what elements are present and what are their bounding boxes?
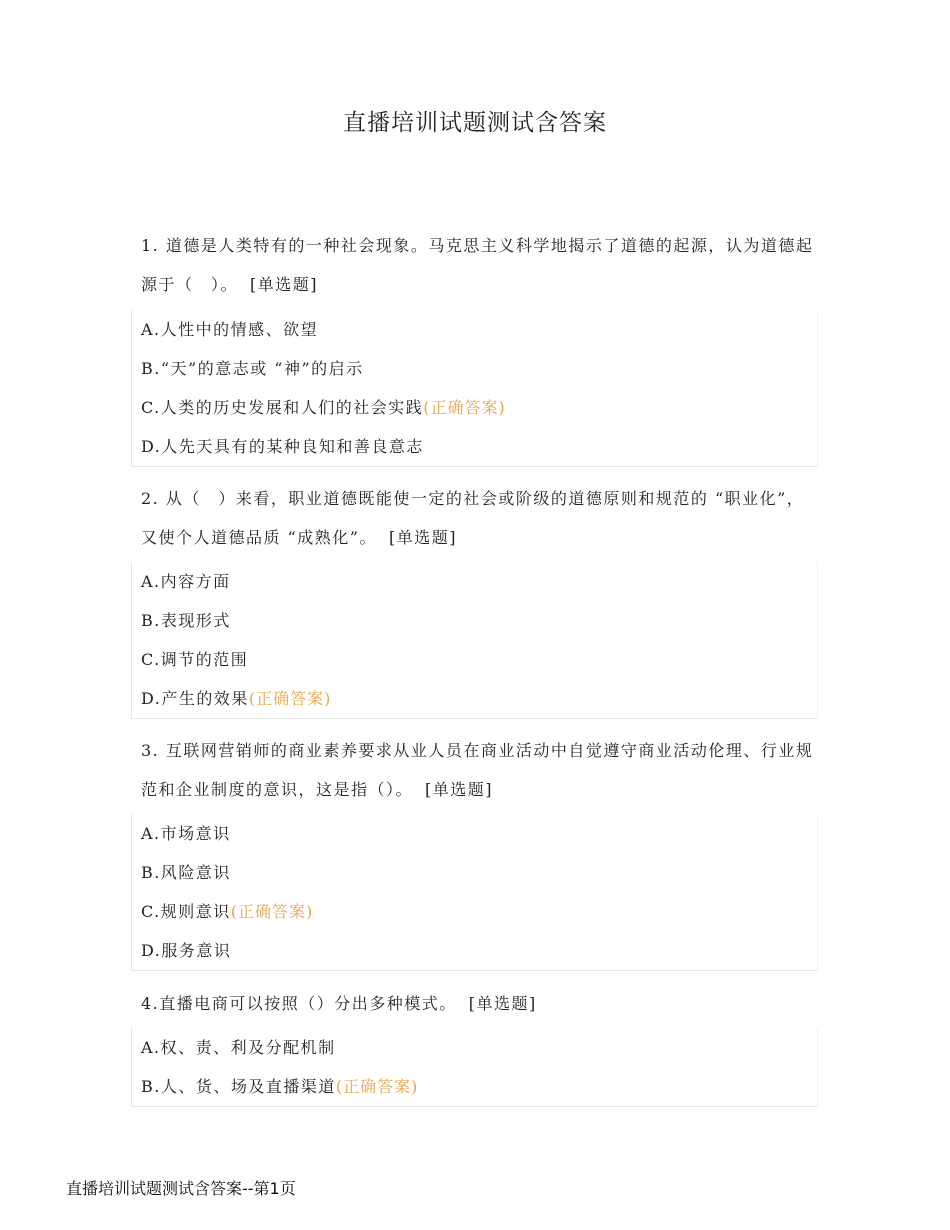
option-label: C.人类的历史发展和人们的社会实践 [141, 398, 424, 417]
question-1-text [141, 226, 821, 304]
option-label: D.产生的效果 [141, 689, 249, 708]
q3-option-d[interactable] [132, 931, 817, 970]
option-label: B.“天”的意志或 “神”的启示 [141, 359, 364, 378]
question-3-options [131, 814, 818, 971]
option-label: A.内容方面 [141, 572, 231, 591]
option-label: B.风险意识 [141, 863, 231, 882]
question-4-stem: 4.直播电商可以按照（）分出多种模式。 [141, 994, 457, 1013]
page-footer: 直播培训试题测试含答案--第1页 [66, 1179, 296, 1198]
option-label: D.人先天具有的某种良知和善良意志 [141, 437, 424, 456]
question-4-text [141, 984, 821, 1023]
question-1-options [131, 310, 818, 467]
option-label: D.服务意识 [141, 941, 232, 960]
q3-option-a[interactable] [132, 814, 817, 853]
q3-option-c[interactable] [132, 892, 817, 931]
q2-option-b[interactable] [132, 601, 817, 640]
q1-option-a[interactable] [132, 310, 817, 349]
correct-answer-mark: (正确答案) [230, 902, 314, 921]
q2-option-a[interactable] [132, 562, 817, 601]
option-label: A.市场意识 [141, 824, 231, 843]
question-2-options [131, 562, 818, 719]
question-3-text [141, 731, 821, 809]
correct-answer-mark: (正确答案) [248, 689, 332, 708]
option-label: A.权、责、利及分配机制 [141, 1038, 336, 1057]
option-label: C.调节的范围 [141, 650, 249, 669]
question-1-stem: 1. 道德是人类特有的一种社会现象。马克思主义科学地揭示了道德的起源，认为道德起源于（ ）。 [141, 236, 814, 294]
question-4-type: [单选题] [468, 994, 537, 1013]
option-label: B.表现形式 [141, 611, 231, 630]
question-3-stem: 3. 互联网营销师的商业素养要求从业人员在商业活动中自觉遵守商业活动伦理、行业规范和企业制度的意识，这是指（）。 [141, 741, 814, 799]
q4-option-b[interactable] [132, 1067, 817, 1106]
q2-option-c[interactable] [132, 640, 817, 679]
option-label: B.人、货、场及直播渠道 [141, 1077, 336, 1096]
q2-option-d[interactable] [132, 679, 817, 718]
document-title: 直播培训试题测试含答案 [343, 110, 607, 136]
q4-option-a[interactable] [132, 1028, 817, 1067]
correct-answer-mark: (正确答案) [335, 1077, 419, 1096]
question-2-stem: 2. 从（ ）来看，职业道德既能使一定的社会或阶级的道德原则和规范的 “职业化”，又使个人道德品质 “成熟化”。 [141, 489, 805, 547]
question-1-type: [单选题] [250, 275, 319, 294]
q3-option-b[interactable] [132, 853, 817, 892]
option-label: C.规则意识 [141, 902, 231, 921]
option-label: A.人性中的情感、欲望 [141, 320, 319, 339]
question-4-options [131, 1028, 818, 1107]
correct-answer-mark: (正确答案) [423, 398, 506, 417]
question-2-text [141, 479, 821, 557]
q1-option-c[interactable] [132, 388, 817, 427]
q1-option-b[interactable] [132, 349, 817, 388]
question-2-type: [单选题] [388, 528, 457, 547]
q1-option-d[interactable] [132, 427, 817, 466]
question-3-type: [单选题] [425, 780, 494, 799]
